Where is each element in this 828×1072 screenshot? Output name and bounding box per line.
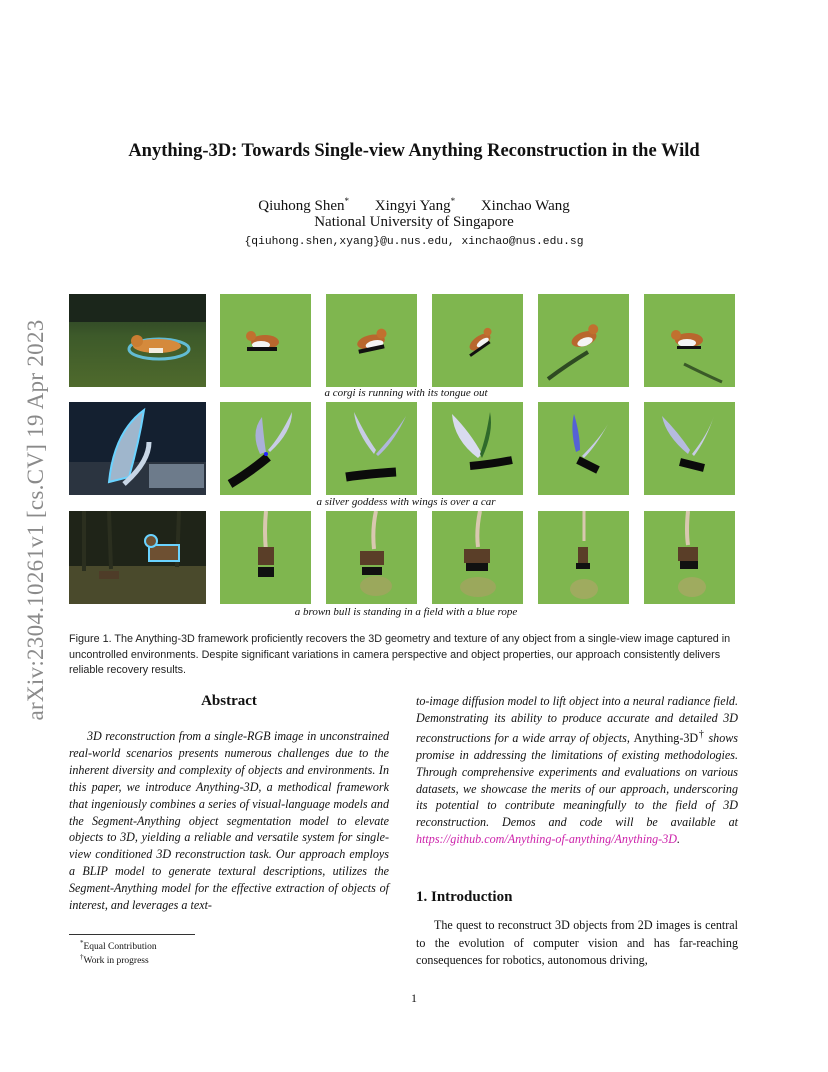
arxiv-side-label [20, 285, 52, 755]
abstract-heading: Abstract [201, 693, 257, 709]
render-tile [432, 402, 523, 495]
author: Xinchao Wang [480, 198, 570, 214]
render-tile [538, 402, 629, 495]
render-tile [220, 402, 311, 495]
row-caption: a corgi is running with its tongue out [324, 387, 488, 399]
row-caption: a brown bull is standing in a field with a blue rope [294, 606, 518, 618]
figure-row-bull [69, 511, 743, 604]
render-tile [644, 294, 735, 387]
author: Qiuhong Shen* [258, 196, 349, 214]
render-tile [220, 294, 311, 387]
render-tile [644, 402, 735, 495]
introduction-paragraph: The quest to reconstruct 3D objects from 2D images is central to the evolution of computer vision and has far-reaching consequences for robotics, autonomous driving, [416, 918, 738, 967]
footnote: †Work in progress [80, 953, 149, 967]
page-number: 1 [411, 991, 417, 1005]
author-emails: {qiuhong.shen,xyang}@u.nus.edu, xinchao@nus.edu.sg [244, 236, 584, 248]
row-caption: a silver goddess with wings is over a car [316, 496, 496, 508]
author-list [0, 196, 828, 215]
figure-caption: Figure 1. The Anything-3D framework proficiently recovers the 3D geometry and texture of any object from a single-view image captured in uncontrolled environments. Despite significant variations in camera perspective and object properties, our approach consistently delivers reliable recovery results. [69, 633, 731, 677]
render-tile [538, 294, 629, 387]
paper-title: Anything-3D: Towards Single-view Anything Reconstruction in the Wild [128, 141, 700, 161]
figure-row-corgi [69, 294, 743, 387]
footnote: *Equal Contribution [80, 939, 157, 953]
abstract-continuation: to-image diffusion model to lift object into a neural radiance field. Demonstrating its ability to produce accurate and detailed 3D reconstructions for a wide array of objects, Anything-3D† shows promise in addressing the limitations of existing methodologies. Through comprehensive experiments and evaluations on various datasets, we showcase the merits of our approach, underscoring its potential to contribute meaningfully to the field of 3D reconstruction. Demos and code will be available at https://github.com/Anything-of-anything/Anything-3D. [416, 694, 739, 847]
figure-row-goddess [69, 402, 743, 495]
input-photo-bull [69, 511, 206, 604]
footnote-rule [69, 934, 195, 935]
render-tile [432, 294, 523, 387]
render-tile [326, 402, 417, 495]
render-tile [538, 511, 629, 604]
arxiv-identifier: arXiv:2304.10261v1 [cs.CV] 19 Apr 2023 [23, 319, 48, 721]
render-tile [326, 294, 417, 387]
affiliation: National University of Singapore [314, 214, 514, 230]
section-heading-introduction: 1. Introduction [416, 889, 513, 905]
abstract-paragraph: 3D reconstruction from a single-RGB image in unconstrained real-world scenarios presents numerous challenges due to the inherent diversity and complexity of objects and environments. In this paper, we introduce Anything-3D, a methodical framework that ingeniously combines a series of visual-language models and the Segment-Anything object segmentation model to elevate objects to 3D, yielding a reliable and versatile system for single-view conditioned 3D reconstruction task. Our approach employs a BLIP model to generate textural descriptions, utilizes the Segment-Anything model for the effective extraction of objects of interest, and leverages a text- [69, 729, 389, 913]
render-tile [220, 511, 311, 604]
input-photo-corgi [69, 294, 206, 387]
render-tile [432, 511, 523, 604]
author: Xingyi Yang* [374, 196, 456, 214]
input-photo-goddess [69, 402, 206, 495]
render-tile [644, 511, 735, 604]
render-tile [326, 511, 417, 604]
code-link[interactable]: https://github.com/Anything-of-anything/Anything-3D [416, 832, 677, 847]
